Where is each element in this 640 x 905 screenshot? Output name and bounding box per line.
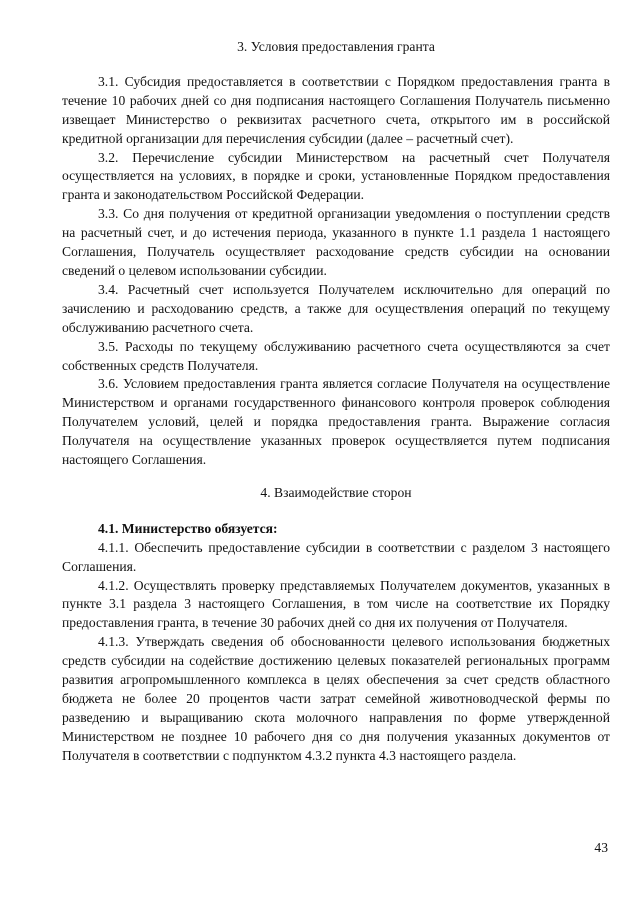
paragraph-3-3: 3.3. Со дня получения от кредитной организации уведомления о поступлении средств на расчетный счет, и до истечения периода, указанного в пункте 1.1 раздела 1 настоящего Соглашения, Получатель осуществляет расходование средств субсидии на основании сведений о целевом использовании субсидии. <box>62 206 610 278</box>
paragraph-4-1-3: 4.1.3. Утверждать сведения об обоснованности целевого использования бюджетных средств субсидии на содействие достижению целевых показателей региональных программ развития агропромышленного комплекса в целях обеспечения за счет средств областного бюджета не более 20 процентов части затрат семейной животноводческой фермы по разведению и выращиванию скота молочного направления по форме утвержденной Министерством не позднее 10 рабочего дня со дня получения указанных документов от Получателя в соответствии с подпунктом 4.3.2 пункта 4.3 настоящего раздела. <box>62 634 610 763</box>
section-3-heading: 3. Условия предоставления гранта <box>237 39 435 54</box>
section-4-heading: 4. Взаимодействие сторон <box>260 484 412 500</box>
paragraph-3-2: 3.2. Перечисление субсидии Министерством на расчетный счет Получателя осуществляется на условиях, в порядке и сроки, установленные Порядком предоставления гранта и законодательством Российской Федерации. <box>62 149 610 203</box>
paragraph-3-4: 3.4. Расчетный счет используется Получателем исключительно для операций по зачислению и расходованию средств, а также для осуществления операций по текущему обслуживанию расчетного счета. <box>62 281 610 335</box>
paragraph-3-1: 3.1. Субсидия предоставляется в соответствии с Порядком предоставления гранта в течение 10 рабочих дней со дня подписания настоящего Соглашения Получатель письменно извещает Министерство о реквизитах расчетного счета, открытого им в российской кредитной организации для перечисления субсидии (далее – расчетный счет). <box>62 73 610 146</box>
paragraph-3-5: 3.5. Расходы по текущему обслуживанию расчетного счета осуществляются за счет собственных средств Получателя. <box>62 338 610 373</box>
page-number: 43 <box>594 840 608 855</box>
subsection-4-1-heading: 4.1. Министерство обязуется: <box>98 520 278 536</box>
document-page <box>62 38 610 766</box>
paragraph-3-6: 3.6. Условием предоставления гранта является согласие Получателя на осуществление Министерством и органами государственного финансового контроля проверок соблюдения Получателем условий, целей и порядка предоставления гранта. Выражение согласия Получателя на осуществление указанных проверок осуществляется путем подписания настоящего Соглашения. <box>62 376 610 468</box>
paragraph-4-1-1: 4.1.1. Обеспечить предоставление субсидии в соответствии с разделом 3 настоящего Соглашения. <box>62 539 610 574</box>
paragraph-4-1-2: 4.1.2. Осуществлять проверку представляемых Получателем документов, указанных в пункте 3.1 раздела 3 настоящего Соглашения, в том числе на соответствие их Порядку предоставления гранта, в течение 30 рабочих дней со дня их получения от Получателя. <box>62 577 610 631</box>
